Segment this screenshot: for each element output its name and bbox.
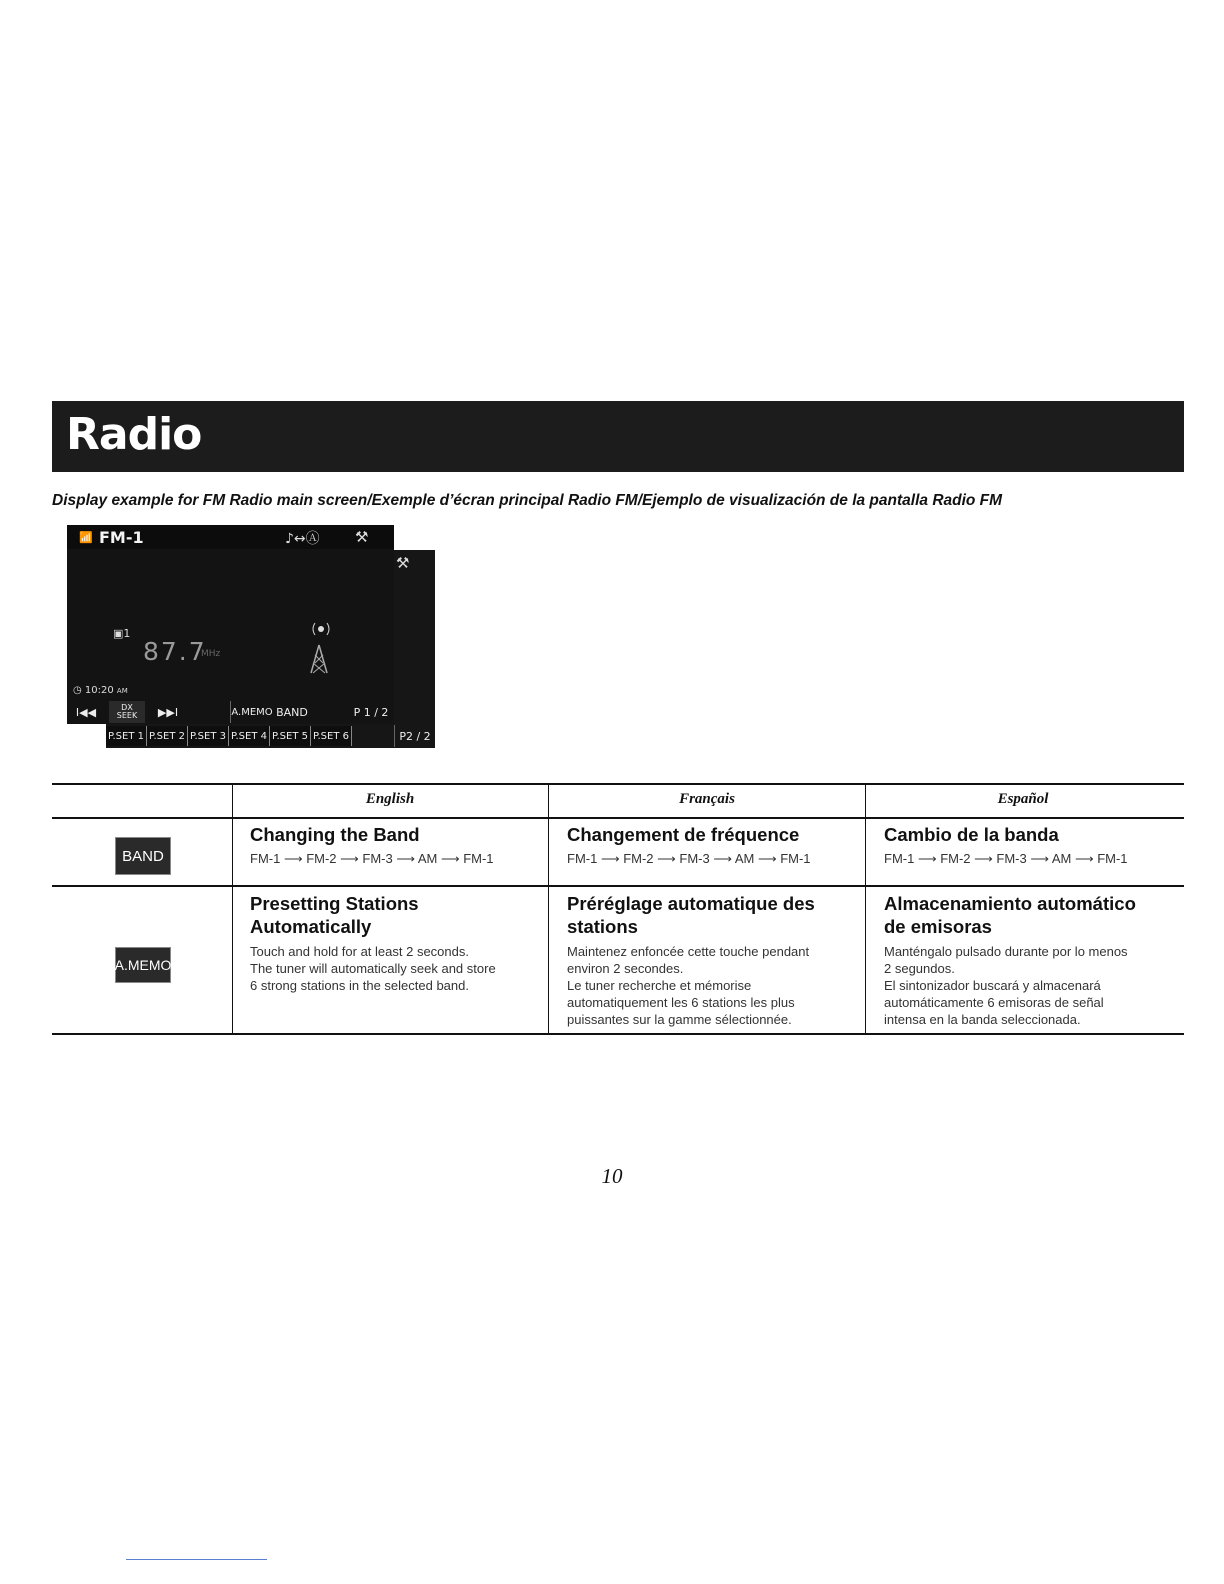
wrench-icon[interactable]: ⚒ <box>396 554 410 572</box>
cell-title: Préréglage automatique des stations <box>567 893 815 937</box>
amemo-button[interactable]: A.MEMO <box>230 701 273 723</box>
table-rule-row <box>52 885 1184 887</box>
cell-title: Presetting Stations Automatically <box>250 893 419 937</box>
preset-button-1[interactable]: P.SET 1 <box>106 726 147 746</box>
preset-button-5[interactable]: P.SET 5 <box>270 726 311 746</box>
band-button[interactable]: BAND <box>276 705 308 719</box>
frequency-unit: MHz <box>201 649 221 659</box>
function-table <box>52 783 1184 1035</box>
cell-body: FM-1 ⟶ FM-2 ⟶ FM-3 ⟶ AM ⟶ FM-1 <box>567 851 811 866</box>
section-banner <box>52 401 1184 472</box>
source-switch-icon[interactable]: ♪↔Ⓐ <box>285 531 320 547</box>
radio-screen-main <box>67 525 394 724</box>
preset-number: ▣1 <box>113 627 131 640</box>
cell-body: Maintenez enfoncée cette touche pendant environ 2 secondes. Le tuner recherche et mémorise automatiquement les 6 stations les plus puissantes sur la gamme sélectionnée. <box>567 944 810 1027</box>
table-rule-top <box>52 783 1184 785</box>
table-rule-header <box>52 817 1184 819</box>
table-divider <box>548 783 549 1035</box>
antenna-icon: 📶 <box>79 531 93 544</box>
page-1-button[interactable]: P 1 / 2 <box>353 705 389 719</box>
cell-body: FM-1 ⟶ FM-2 ⟶ FM-3 ⟶ AM ⟶ FM-1 <box>250 851 494 866</box>
seek-prev-button[interactable]: I◀◀ <box>75 705 97 719</box>
footer-rule <box>126 1559 267 1560</box>
page-2-button[interactable]: P2 / 2 <box>394 725 435 747</box>
table-rule-bottom <box>52 1033 1184 1035</box>
preset-button-4[interactable]: P.SET 4 <box>229 726 270 746</box>
cell-title: Changement de fréquence <box>567 824 800 845</box>
screen-header <box>67 525 394 549</box>
cell-body: Touch and hold for at least 2 seconds. The tuner will automatically seek and store 6 strong stations in the selected band. <box>250 944 496 993</box>
clock-readout: ◷ 10:20 AM <box>73 685 128 696</box>
table-divider <box>865 783 866 1035</box>
preset-button-6[interactable]: P.SET 6 <box>311 726 352 746</box>
amemo-key-icon: A.MEMO <box>115 947 171 983</box>
preset-button-2[interactable]: P.SET 2 <box>147 726 188 746</box>
table-divider <box>232 783 233 1035</box>
column-header-english: English <box>365 791 415 807</box>
band-key-icon: BAND <box>115 837 171 875</box>
section-title: Radio <box>66 409 202 460</box>
preset-button-3[interactable]: P.SET 3 <box>188 726 229 746</box>
column-header-francais: Français <box>679 791 735 807</box>
radio-tower-icon <box>289 615 349 675</box>
figure-caption: Display example for FM Radio main screen/Exemple d’écran principal Radio FM/Ejemplo de visualización de la pantalla Radio FM <box>52 492 1003 509</box>
column-header-espanol: Español <box>997 791 1049 807</box>
page-number: 10 <box>601 1164 623 1188</box>
cell-title: Almacenamiento automático de emisoras <box>884 893 1136 937</box>
dx-seek-button[interactable]: DX SEEK <box>109 701 145 723</box>
band-indicator: FM-1 <box>99 528 144 547</box>
cell-title: Changing the Band <box>250 824 420 845</box>
wrench-icon[interactable]: ⚒ <box>355 528 369 546</box>
seek-next-button[interactable]: ▶▶I <box>157 705 179 719</box>
cell-body: FM-1 ⟶ FM-2 ⟶ FM-3 ⟶ AM ⟶ FM-1 <box>884 851 1128 866</box>
cell-body: Manténgalo pulsado durante por lo menos 2 segundos. El sintonizador buscará y almacenará automáticamente 6 emisoras de señal intensa en la banda seleccionada. <box>884 944 1128 1027</box>
frequency-readout: 87.7 <box>143 637 207 666</box>
cell-title: Cambio de la banda <box>884 824 1059 845</box>
